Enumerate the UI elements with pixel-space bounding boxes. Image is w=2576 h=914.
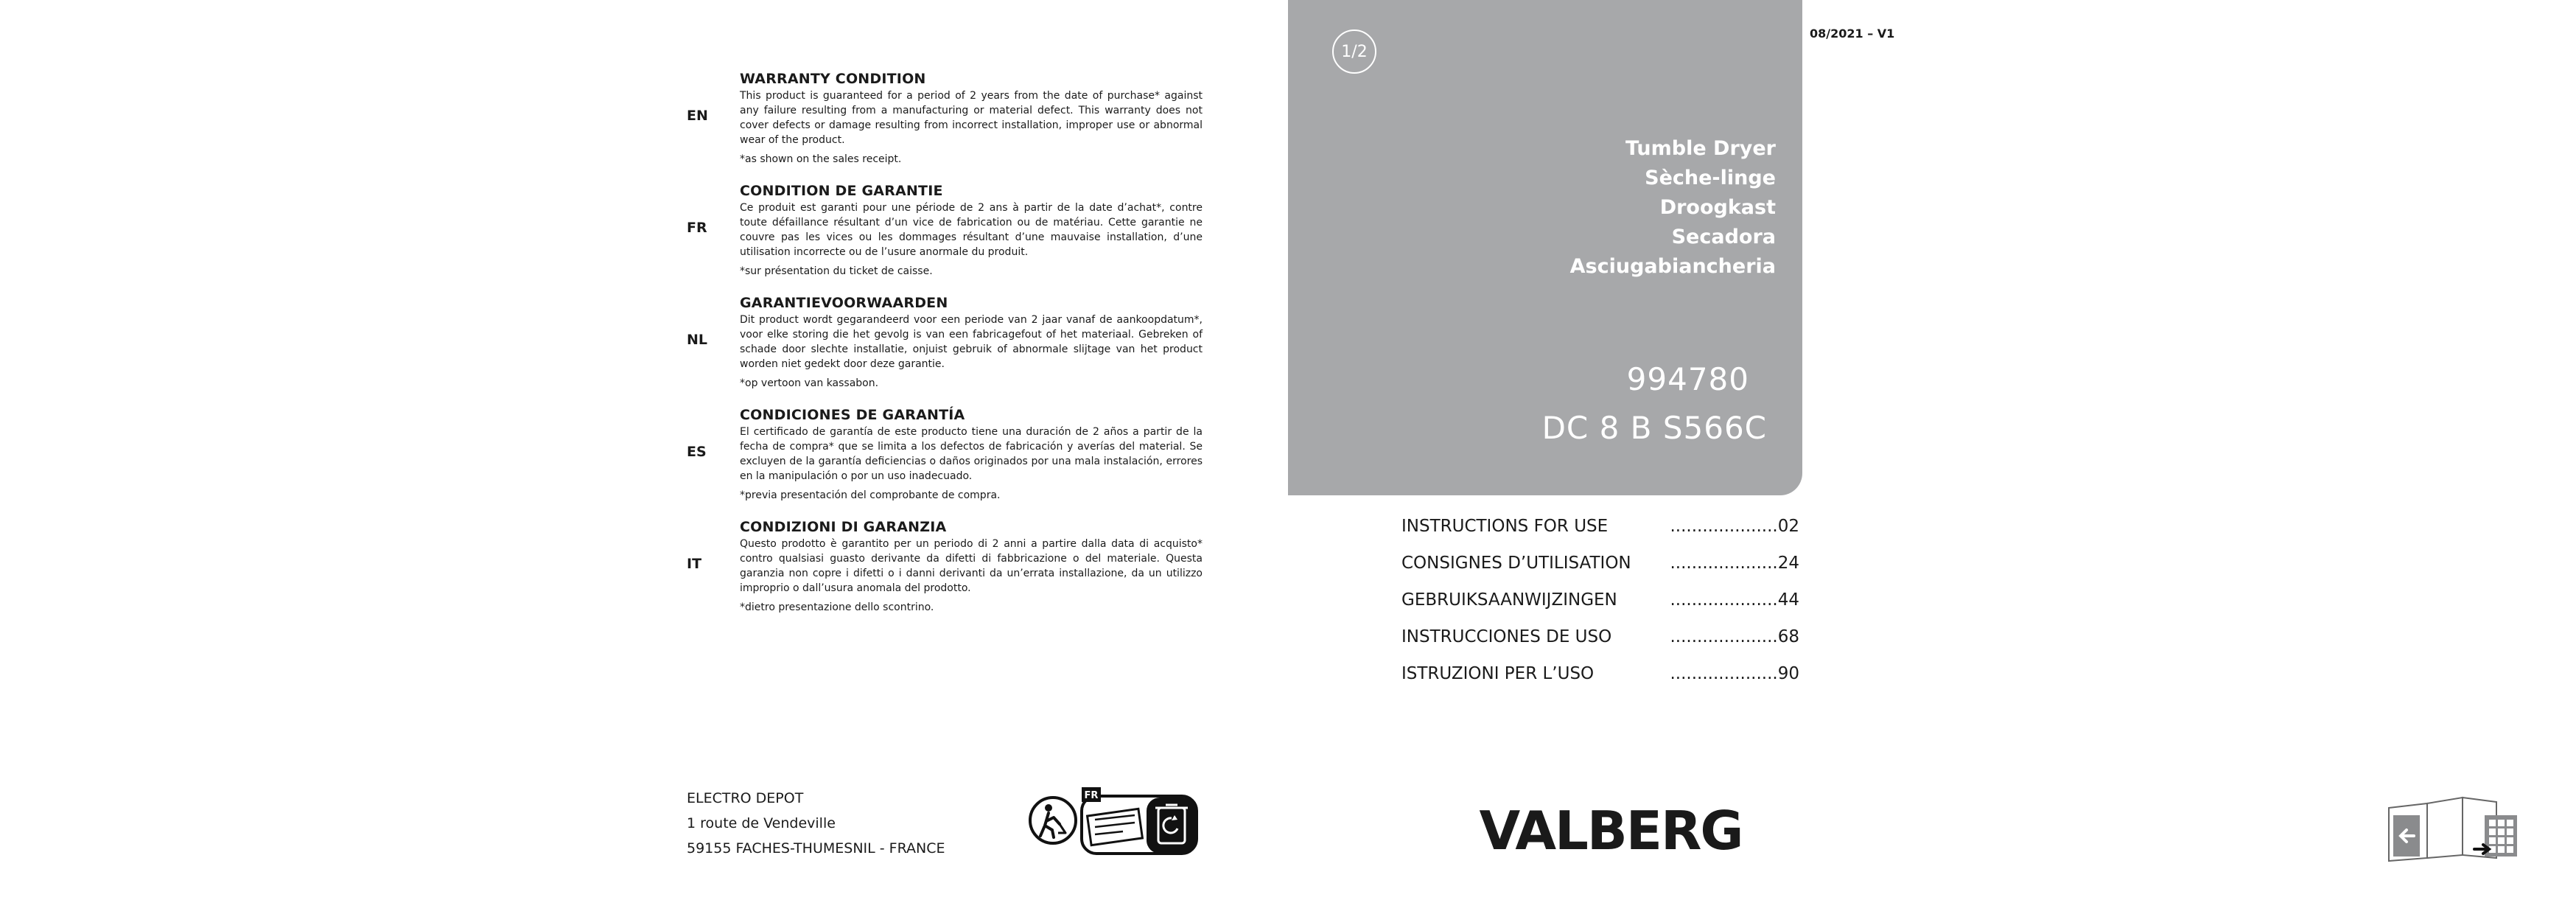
language-code: IT bbox=[687, 556, 702, 572]
product-titles bbox=[1570, 134, 1776, 282]
warranty-note: *previa presentación del comprobante de compra. bbox=[740, 489, 1001, 501]
warranty-title: CONDICIONES DE GARANTÍA bbox=[740, 407, 965, 423]
toc-item-en[interactable] bbox=[1401, 512, 1799, 548]
warranty-title: GARANTIEVOORWAARDEN bbox=[740, 295, 948, 311]
warranty-block-fr bbox=[687, 183, 1203, 279]
product-title-it: Asciugabiancheria bbox=[1569, 255, 1776, 278]
warranty-title: WARRANTY CONDITION bbox=[740, 71, 926, 87]
warranty-text: Questo prodotto è garantito per un periodo di 2 anni a partire dalla data di acquisto* contro qualsiasi guasto derivante da difetti di fabbricazione o del materiale. Questa garanzia non copre i difetti o i danni derivanti da un’errata installazione, da un utilizzo improprio o dall’usura anomala del prodotto. bbox=[740, 538, 1203, 594]
toc-item-nl[interactable] bbox=[1401, 585, 1799, 622]
toc-item-es[interactable] bbox=[1401, 622, 1799, 659]
warranty-note: *op vertoon van kassabon. bbox=[740, 377, 879, 389]
warranty-block-nl bbox=[687, 295, 1203, 391]
document-version: 08/2021 – V1 bbox=[1810, 27, 1895, 41]
warranty-text: Ce produit est garanti pour une période de 2 ans à partir de la date d’achat*, contre toute défaillance résultant d’un vice de fabrication ou de matériau. Cette garantie ne couvre pas les vices ou les dommages résultant d’une mauvaise installation, d’une utilisation incorrecte ou de l’usure anormale du produit. bbox=[740, 202, 1203, 258]
fold-booklet-icon bbox=[2386, 793, 2523, 862]
toc-label: INSTRUCTIONS FOR USE bbox=[1401, 517, 1609, 536]
toc-page: ....................90 bbox=[1670, 664, 1799, 683]
company-street: 1 route de Vendeville bbox=[687, 815, 836, 831]
model-number: DC 8 B S566C bbox=[1541, 410, 1767, 446]
product-title-es: Secadora bbox=[1671, 226, 1776, 248]
toc-page: ....................68 bbox=[1670, 627, 1799, 646]
recycle-person-icon bbox=[1027, 795, 1079, 846]
company-name: ELECTRO DEPOT bbox=[687, 790, 804, 806]
warranty-block-en bbox=[687, 71, 1203, 167]
warranty-text: El certificado de garantía de este producto tiene una duración de 2 años a partir de la fecha de compra* que se limita a los defectos de fabricación y averías del material. Se excluyen de la garantía deficiencias o daños originados por una mala instalación, errores en la manipulación o por un uso inadecuado. bbox=[740, 426, 1203, 482]
table-of-contents bbox=[1401, 512, 1799, 696]
toc-page: ....................02 bbox=[1670, 517, 1799, 536]
product-title-nl: Droogkast bbox=[1659, 196, 1776, 219]
brand-name: VALBERG bbox=[1479, 800, 1743, 862]
toc-page: ....................44 bbox=[1670, 590, 1799, 610]
toc-label: GEBRUIKSAANWIJZINGEN bbox=[1401, 590, 1617, 610]
warranty-section bbox=[687, 71, 1203, 631]
toc-item-fr[interactable] bbox=[1401, 548, 1799, 585]
toc-label: ISTRUZIONI PER L’USO bbox=[1401, 664, 1595, 683]
warranty-text: This product is guaranteed for a period of 2 years from the date of purchase* against any failure resulting from a manufacturing or material defect. This warranty does not cover defects or damage resulting from incorrect installation, improper use or abnormal wear of the product. bbox=[740, 90, 1203, 146]
brand-logo bbox=[1479, 800, 1743, 862]
warranty-title: CONDITION DE GARANTIE bbox=[740, 183, 943, 199]
warranty-note: *as shown on the sales receipt. bbox=[740, 153, 902, 165]
warranty-note: *dietro presentazione dello scontrino. bbox=[740, 601, 934, 613]
product-title-en: Tumble Dryer bbox=[1625, 137, 1776, 160]
toc-label: CONSIGNES D’UTILISATION bbox=[1401, 554, 1631, 573]
language-code: ES bbox=[687, 444, 707, 460]
warranty-title: CONDIZIONI DI GARANZIA bbox=[740, 519, 947, 535]
page-badge: 1/2 bbox=[1332, 29, 1376, 74]
triman-country-code: FR bbox=[1084, 790, 1099, 801]
warranty-note: *sur présentation du ticket de caisse. bbox=[740, 265, 933, 277]
toc-page: ....................24 bbox=[1670, 554, 1799, 573]
triman-sorting-icon bbox=[1079, 786, 1200, 857]
ref-number: 994780 bbox=[1626, 361, 1749, 397]
warranty-block-it bbox=[687, 519, 1203, 615]
company-city: 59155 FACHES-THUMESNIL - FRANCE bbox=[687, 840, 945, 857]
product-title-fr: Sèche-linge bbox=[1645, 167, 1776, 189]
toc-label: INSTRUCCIONES DE USO bbox=[1401, 627, 1612, 646]
warranty-text: Dit product wordt gegarandeerd voor een periode van 2 jaar vanaf de aankoopdatum*, voor elke storing die het gevolg is van een fabricagefout of het materiaal. Gebreken of schade door slechte installatie, onjuist gebruik of abnormale slijtage van het product worden niet gedekt door deze garantie. bbox=[740, 314, 1203, 370]
toc-item-it[interactable] bbox=[1401, 659, 1799, 696]
language-code: EN bbox=[687, 108, 708, 124]
warranty-block-es bbox=[687, 407, 1203, 503]
language-code: NL bbox=[687, 332, 708, 348]
language-code: FR bbox=[687, 220, 707, 236]
cover-panel bbox=[1288, 0, 1802, 495]
product-reference bbox=[1542, 355, 1767, 453]
company-address bbox=[687, 786, 945, 861]
